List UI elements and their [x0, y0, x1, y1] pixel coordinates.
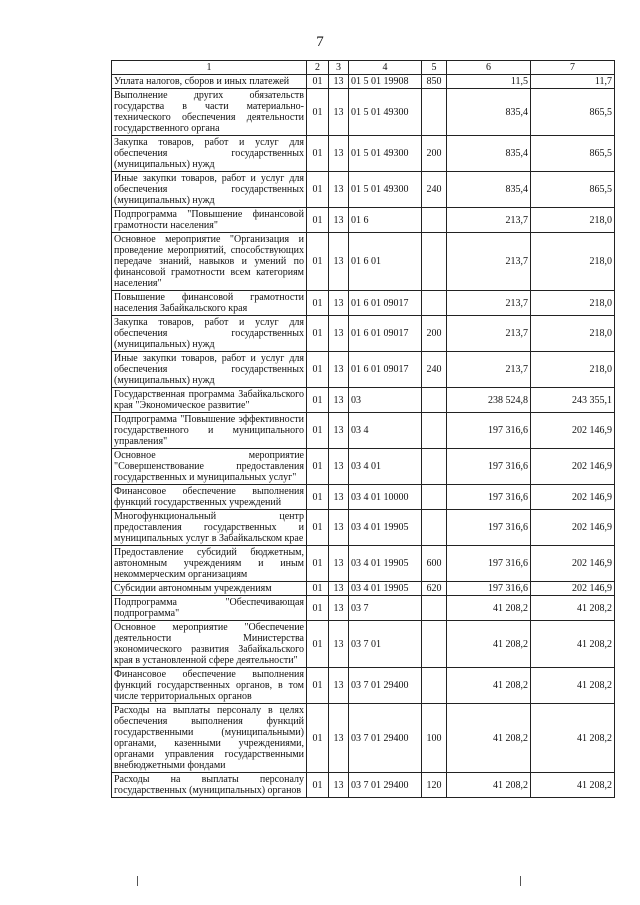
section-code-cell: 01: [307, 233, 329, 291]
target-article-cell: 01 6 01 09017: [349, 316, 422, 352]
target-article-cell: 03 7: [349, 596, 422, 621]
subsection-code-cell: 13: [329, 316, 349, 352]
amount-year1-cell: 197 316,6: [447, 449, 531, 485]
amount-year2-cell: 218,0: [531, 233, 615, 291]
expense-type-cell: 240: [422, 172, 447, 208]
expense-type-cell: 620: [422, 582, 447, 596]
subsection-code-cell: 13: [329, 208, 349, 233]
row-name-cell: Расходы на выплаты персоналу государственных (муниципальных) органов: [112, 773, 307, 798]
amount-year2-cell: 865,5: [531, 89, 615, 136]
row-name-cell: Расходы на выплаты персоналу в целях обеспечения выполнения функций государственными (муниципальными) органами, казенными учреждениями, органами управления государственными внебюджетными фондами: [112, 704, 307, 773]
target-article-cell: 01 5 01 49300: [349, 136, 422, 172]
amount-year1-cell: 41 208,2: [447, 668, 531, 704]
table-row: [112, 582, 615, 596]
column-header: 2: [307, 61, 329, 75]
section-code-cell: 01: [307, 704, 329, 773]
amount-year2-cell: 202 146,9: [531, 449, 615, 485]
row-name-cell: Повышение финансовой грамотности населения Забайкальского края: [112, 291, 307, 316]
target-article-cell: 03 4: [349, 413, 422, 449]
amount-year2-cell: 202 146,9: [531, 582, 615, 596]
table-row: [112, 291, 615, 316]
amount-year2-cell: 11,7: [531, 75, 615, 89]
row-name-cell: Иные закупки товаров, работ и услуг для обеспечения государственных (муниципальных) нужд: [112, 172, 307, 208]
section-code-cell: 01: [307, 388, 329, 413]
amount-year2-cell: 218,0: [531, 316, 615, 352]
amount-year1-cell: 213,7: [447, 233, 531, 291]
section-code-cell: 01: [307, 621, 329, 668]
table-row: [112, 316, 615, 352]
target-article-cell: 03 4 01 19905: [349, 510, 422, 546]
amount-year1-cell: 41 208,2: [447, 596, 531, 621]
target-article-cell: 01 6: [349, 208, 422, 233]
amount-year1-cell: 11,5: [447, 75, 531, 89]
subsection-code-cell: 13: [329, 668, 349, 704]
table-row: [112, 773, 615, 798]
section-code-cell: 01: [307, 413, 329, 449]
amount-year2-cell: 218,0: [531, 291, 615, 316]
table-row: [112, 413, 615, 449]
row-name-cell: Выполнение других обязательств государства в части материально-технического обеспечения деятельности государственного органа: [112, 89, 307, 136]
expense-type-cell: 120: [422, 773, 447, 798]
amount-year2-cell: 202 146,9: [531, 546, 615, 582]
section-code-cell: 01: [307, 172, 329, 208]
column-header: 1: [112, 61, 307, 75]
subsection-code-cell: 13: [329, 485, 349, 510]
amount-year2-cell: 218,0: [531, 352, 615, 388]
table-row: [112, 89, 615, 136]
column-header: 6: [447, 61, 531, 75]
row-name-cell: Уплата налогов, сборов и иных платежей: [112, 75, 307, 89]
table-row: [112, 136, 615, 172]
row-name-cell: Закупка товаров, работ и услуг для обеспечения государственных (муниципальных) нужд: [112, 316, 307, 352]
target-article-cell: 03 7 01 29400: [349, 668, 422, 704]
subsection-code-cell: 13: [329, 621, 349, 668]
row-name-cell: Основное мероприятие "Организация и проведение мероприятий, способствующих передаче знаний, навыков и умений по финансовой грамотности всем категориям населения": [112, 233, 307, 291]
subsection-code-cell: 13: [329, 75, 349, 89]
target-article-cell: 03 4 01 10000: [349, 485, 422, 510]
expense-type-cell: [422, 668, 447, 704]
target-article-cell: 03 7 01 29400: [349, 773, 422, 798]
amount-year1-cell: 41 208,2: [447, 621, 531, 668]
amount-year2-cell: 41 208,2: [531, 596, 615, 621]
table-row: [112, 233, 615, 291]
table-row: [112, 621, 615, 668]
section-code-cell: 01: [307, 352, 329, 388]
expense-type-cell: [422, 89, 447, 136]
amount-year1-cell: 197 316,6: [447, 413, 531, 449]
table-row: [112, 208, 615, 233]
table-row: [112, 704, 615, 773]
expense-type-cell: 600: [422, 546, 447, 582]
row-name-cell: Государственная программа Забайкальского края "Экономическое развитие": [112, 388, 307, 413]
target-article-cell: 03 7 01 29400: [349, 704, 422, 773]
section-code-cell: 01: [307, 89, 329, 136]
subsection-code-cell: 13: [329, 582, 349, 596]
table-row: [112, 546, 615, 582]
subsection-code-cell: 13: [329, 773, 349, 798]
scan-mark: [137, 876, 138, 886]
subsection-code-cell: 13: [329, 352, 349, 388]
row-name-cell: Предоставление субсидий бюджетным, автономным учреждениям и иным некоммерческим организациям: [112, 546, 307, 582]
table-row: [112, 485, 615, 510]
target-article-cell: 03 7 01: [349, 621, 422, 668]
amount-year2-cell: 202 146,9: [531, 413, 615, 449]
subsection-code-cell: 13: [329, 596, 349, 621]
amount-year2-cell: 243 355,1: [531, 388, 615, 413]
section-code-cell: 01: [307, 485, 329, 510]
table-row: [112, 388, 615, 413]
target-article-cell: 01 5 01 19908: [349, 75, 422, 89]
subsection-code-cell: 13: [329, 388, 349, 413]
column-header: 4: [349, 61, 422, 75]
page-number: 7: [316, 34, 324, 50]
subsection-code-cell: 13: [329, 233, 349, 291]
amount-year1-cell: 197 316,6: [447, 485, 531, 510]
amount-year2-cell: 865,5: [531, 172, 615, 208]
amount-year1-cell: 213,7: [447, 291, 531, 316]
amount-year1-cell: 213,7: [447, 316, 531, 352]
amount-year1-cell: 197 316,6: [447, 510, 531, 546]
table-header-row: [112, 61, 615, 75]
row-name-cell: Субсидии автономным учреждениям: [112, 582, 307, 596]
amount-year2-cell: 41 208,2: [531, 773, 615, 798]
amount-year1-cell: 41 208,2: [447, 773, 531, 798]
target-article-cell: 01 6 01: [349, 233, 422, 291]
amount-year2-cell: 865,5: [531, 136, 615, 172]
row-name-cell: Многофункциональный центр предоставления государственных и муниципальных услуг в Забайкальском крае: [112, 510, 307, 546]
expense-type-cell: 100: [422, 704, 447, 773]
amount-year1-cell: 238 524,8: [447, 388, 531, 413]
subsection-code-cell: 13: [329, 136, 349, 172]
section-code-cell: 01: [307, 75, 329, 89]
row-name-cell: Закупка товаров, работ и услуг для обеспечения государственных (муниципальных) нужд: [112, 136, 307, 172]
section-code-cell: 01: [307, 208, 329, 233]
target-article-cell: 01 6 01 09017: [349, 352, 422, 388]
target-article-cell: 03 4 01 19905: [349, 546, 422, 582]
section-code-cell: 01: [307, 668, 329, 704]
target-article-cell: 01 6 01 09017: [349, 291, 422, 316]
section-code-cell: 01: [307, 291, 329, 316]
section-code-cell: 01: [307, 316, 329, 352]
expense-type-cell: 200: [422, 136, 447, 172]
subsection-code-cell: 13: [329, 449, 349, 485]
amount-year1-cell: 835,4: [447, 89, 531, 136]
subsection-code-cell: 13: [329, 704, 349, 773]
amount-year2-cell: 202 146,9: [531, 485, 615, 510]
subsection-code-cell: 13: [329, 172, 349, 208]
amount-year1-cell: 197 316,6: [447, 546, 531, 582]
row-name-cell: Подпрограмма "Повышение эффективности государственного и муниципального управления": [112, 413, 307, 449]
row-name-cell: Основное мероприятие "Совершенствование предоставления государственных и муниципальных услуг": [112, 449, 307, 485]
target-article-cell: 01 5 01 49300: [349, 172, 422, 208]
section-code-cell: 01: [307, 510, 329, 546]
table-row: [112, 172, 615, 208]
amount-year1-cell: 213,7: [447, 352, 531, 388]
expense-type-cell: 240: [422, 352, 447, 388]
table-row: [112, 510, 615, 546]
amount-year1-cell: 213,7: [447, 208, 531, 233]
expense-type-cell: 200: [422, 316, 447, 352]
section-code-cell: 01: [307, 546, 329, 582]
section-code-cell: 01: [307, 136, 329, 172]
subsection-code-cell: 13: [329, 291, 349, 316]
column-header: 5: [422, 61, 447, 75]
table-row: [112, 449, 615, 485]
expense-type-cell: [422, 388, 447, 413]
row-name-cell: Финансовое обеспечение выполнения функций государственных учреждений: [112, 485, 307, 510]
subsection-code-cell: 13: [329, 413, 349, 449]
row-name-cell: Основное мероприятие "Обеспечение деятельности Министерства экономического развития Забайкальского края в установленной сфере деятельности": [112, 621, 307, 668]
target-article-cell: 03: [349, 388, 422, 413]
subsection-code-cell: 13: [329, 546, 349, 582]
scan-mark: [520, 876, 521, 886]
expense-type-cell: [422, 510, 447, 546]
amount-year2-cell: 218,0: [531, 208, 615, 233]
expense-type-cell: [422, 485, 447, 510]
table-row: [112, 668, 615, 704]
table-row: [112, 596, 615, 621]
amount-year1-cell: 835,4: [447, 136, 531, 172]
section-code-cell: 01: [307, 596, 329, 621]
row-name-cell: Финансовое обеспечение выполнения функций государственных органов, в том числе территориальных органов: [112, 668, 307, 704]
column-header: 7: [531, 61, 615, 75]
row-name-cell: Иные закупки товаров, работ и услуг для обеспечения государственных (муниципальных) нужд: [112, 352, 307, 388]
row-name-cell: Подпрограмма "Повышение финансовой грамотности населения": [112, 208, 307, 233]
expense-type-cell: [422, 208, 447, 233]
target-article-cell: 03 4 01: [349, 449, 422, 485]
section-code-cell: 01: [307, 449, 329, 485]
expense-type-cell: [422, 449, 447, 485]
table-row: [112, 352, 615, 388]
amount-year2-cell: 41 208,2: [531, 621, 615, 668]
section-code-cell: 01: [307, 773, 329, 798]
amount-year1-cell: 835,4: [447, 172, 531, 208]
expense-type-cell: [422, 233, 447, 291]
amount-year2-cell: 41 208,2: [531, 668, 615, 704]
table-body: [112, 75, 615, 798]
table-row: [112, 75, 615, 89]
amount-year1-cell: 197 316,6: [447, 582, 531, 596]
subsection-code-cell: 13: [329, 510, 349, 546]
column-header: 3: [329, 61, 349, 75]
expense-type-cell: 850: [422, 75, 447, 89]
amount-year1-cell: 41 208,2: [447, 704, 531, 773]
budget-table: [111, 60, 615, 798]
subsection-code-cell: 13: [329, 89, 349, 136]
expense-type-cell: [422, 596, 447, 621]
target-article-cell: 03 4 01 19905: [349, 582, 422, 596]
row-name-cell: Подпрограмма "Обеспечивающая подпрограмма": [112, 596, 307, 621]
section-code-cell: 01: [307, 582, 329, 596]
expense-type-cell: [422, 413, 447, 449]
expense-type-cell: [422, 621, 447, 668]
amount-year2-cell: 202 146,9: [531, 510, 615, 546]
expense-type-cell: [422, 291, 447, 316]
target-article-cell: 01 5 01 49300: [349, 89, 422, 136]
amount-year2-cell: 41 208,2: [531, 704, 615, 773]
